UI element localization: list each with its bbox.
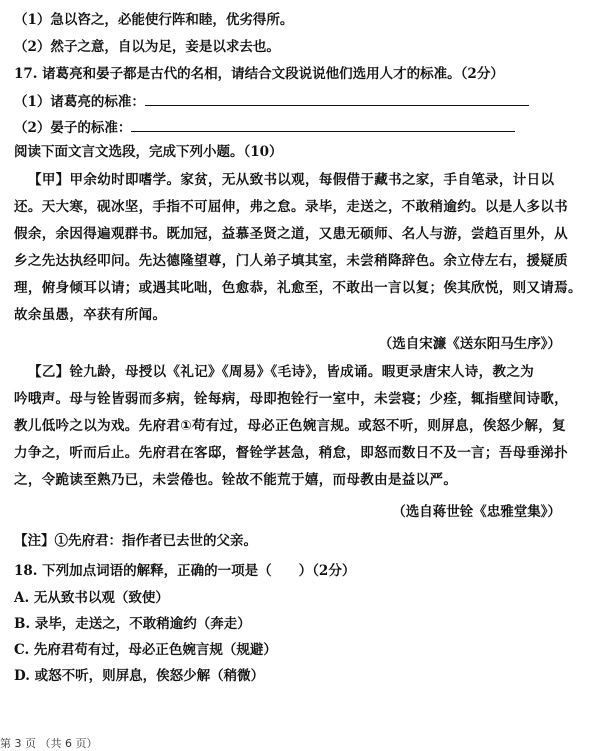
passage-yi-line: 【乙】铨九龄，母授以《礼记》《周易》《毛诗》，皆成诵。暇更录唐宋人诗，教之为 (28, 364, 535, 380)
question-18: 18. 下列加点词语的解释，正确的一项是（ ）（2分） (14, 563, 356, 579)
source-jia: （选自宋濂《送东阳马生序》） (378, 336, 561, 352)
passage-jia-line: 假余，余因得遍观群书。既加冠，益慕圣贤之道，又患无硕师、名人与游，尝趋百里外，从 (14, 226, 568, 242)
passage-jia-line: 故余虽愚，卒获有所闻。 (14, 307, 167, 323)
option-d: D. 或怒不听，则屏息，俟怒少解（稍微） (14, 668, 265, 684)
reading-intro: 阅读下面文言文选段，完成下列小题。（10） (14, 144, 283, 160)
q17-item-1 (14, 91, 591, 112)
q17-item-1-label: （1）诸葛亮的标准： (14, 94, 145, 110)
note: 【注】①先府君：指作者已去世的父亲。 (14, 533, 257, 549)
q17-item-2-label: （2）晏子的标准： (14, 120, 132, 136)
passage-yi-line: 教儿低吟之以为戏。先府君①苟有过，母必正色婉言规。或怒不听，则屏息，俟怒少解，复 (14, 418, 566, 434)
source-yi: （选自蒋世铨《忠雅堂集》） (392, 504, 561, 520)
option-a: A. 无从致书以观（致使） (14, 590, 169, 606)
passage-jia-line: 理，俯身倾耳以请；或遇其叱咄，色愈恭，礼愈至，不敢出一言以复；俟其欣悦，则又请焉。 (14, 280, 582, 296)
answer-blank-1[interactable] (145, 91, 529, 106)
passage-yi-line: 之，令跪读至熟乃已，未尝倦也。铨故不能荒于嬉，而母教由是益以严。 (14, 472, 458, 488)
passage-jia-line: 还。天大寒，砚冰坚，手指不可屈伸，弗之怠。录毕，走送之，不敢稍逾约。以是人多以书 (14, 199, 568, 215)
line-2: （2）然子之意，自以为足，妾是以求去也。 (14, 39, 280, 55)
passage-yi-line: 吟哦声。母与铨皆弱而多病，铨每病，母即抱铨行一室中，未尝寝；少痊，辄指壁间诗歌， (14, 391, 568, 407)
option-c: C. 先府君苟有过，母必正色婉言规（规避） (14, 642, 277, 658)
passage-jia-line: 乡之先达执经叩问。先达德隆望尊，门人弟子填其室，未尝稍降辞色。余立侍左右，援疑质 (14, 253, 568, 269)
line-1: （1）急以咨之，必能使行阵和睦，优劣得所。 (14, 12, 294, 28)
option-b: B. 录毕，走送之，不敢稍逾约（奔走） (14, 616, 251, 632)
passage-yi-line: 力争之，听而后止。先府君在客邸，督铨学甚急，稍怠，即怒而数日不及一言；吾母垂涕扑 (14, 445, 568, 461)
q17-item-2 (14, 117, 591, 138)
passage-jia-line: 【甲】甲余幼时即嗜学。家贫，无从致书以观，每假借于藏书之家，手自笔录，计日以 (28, 172, 555, 188)
answer-blank-2[interactable] (131, 117, 515, 132)
question-17: 17. 诸葛亮和晏子都是古代的名相，请结合文段说说他们选用人才的标准。（2分） (14, 66, 504, 82)
page-footer: 第 3 页 （共 6 页） (0, 737, 98, 750)
